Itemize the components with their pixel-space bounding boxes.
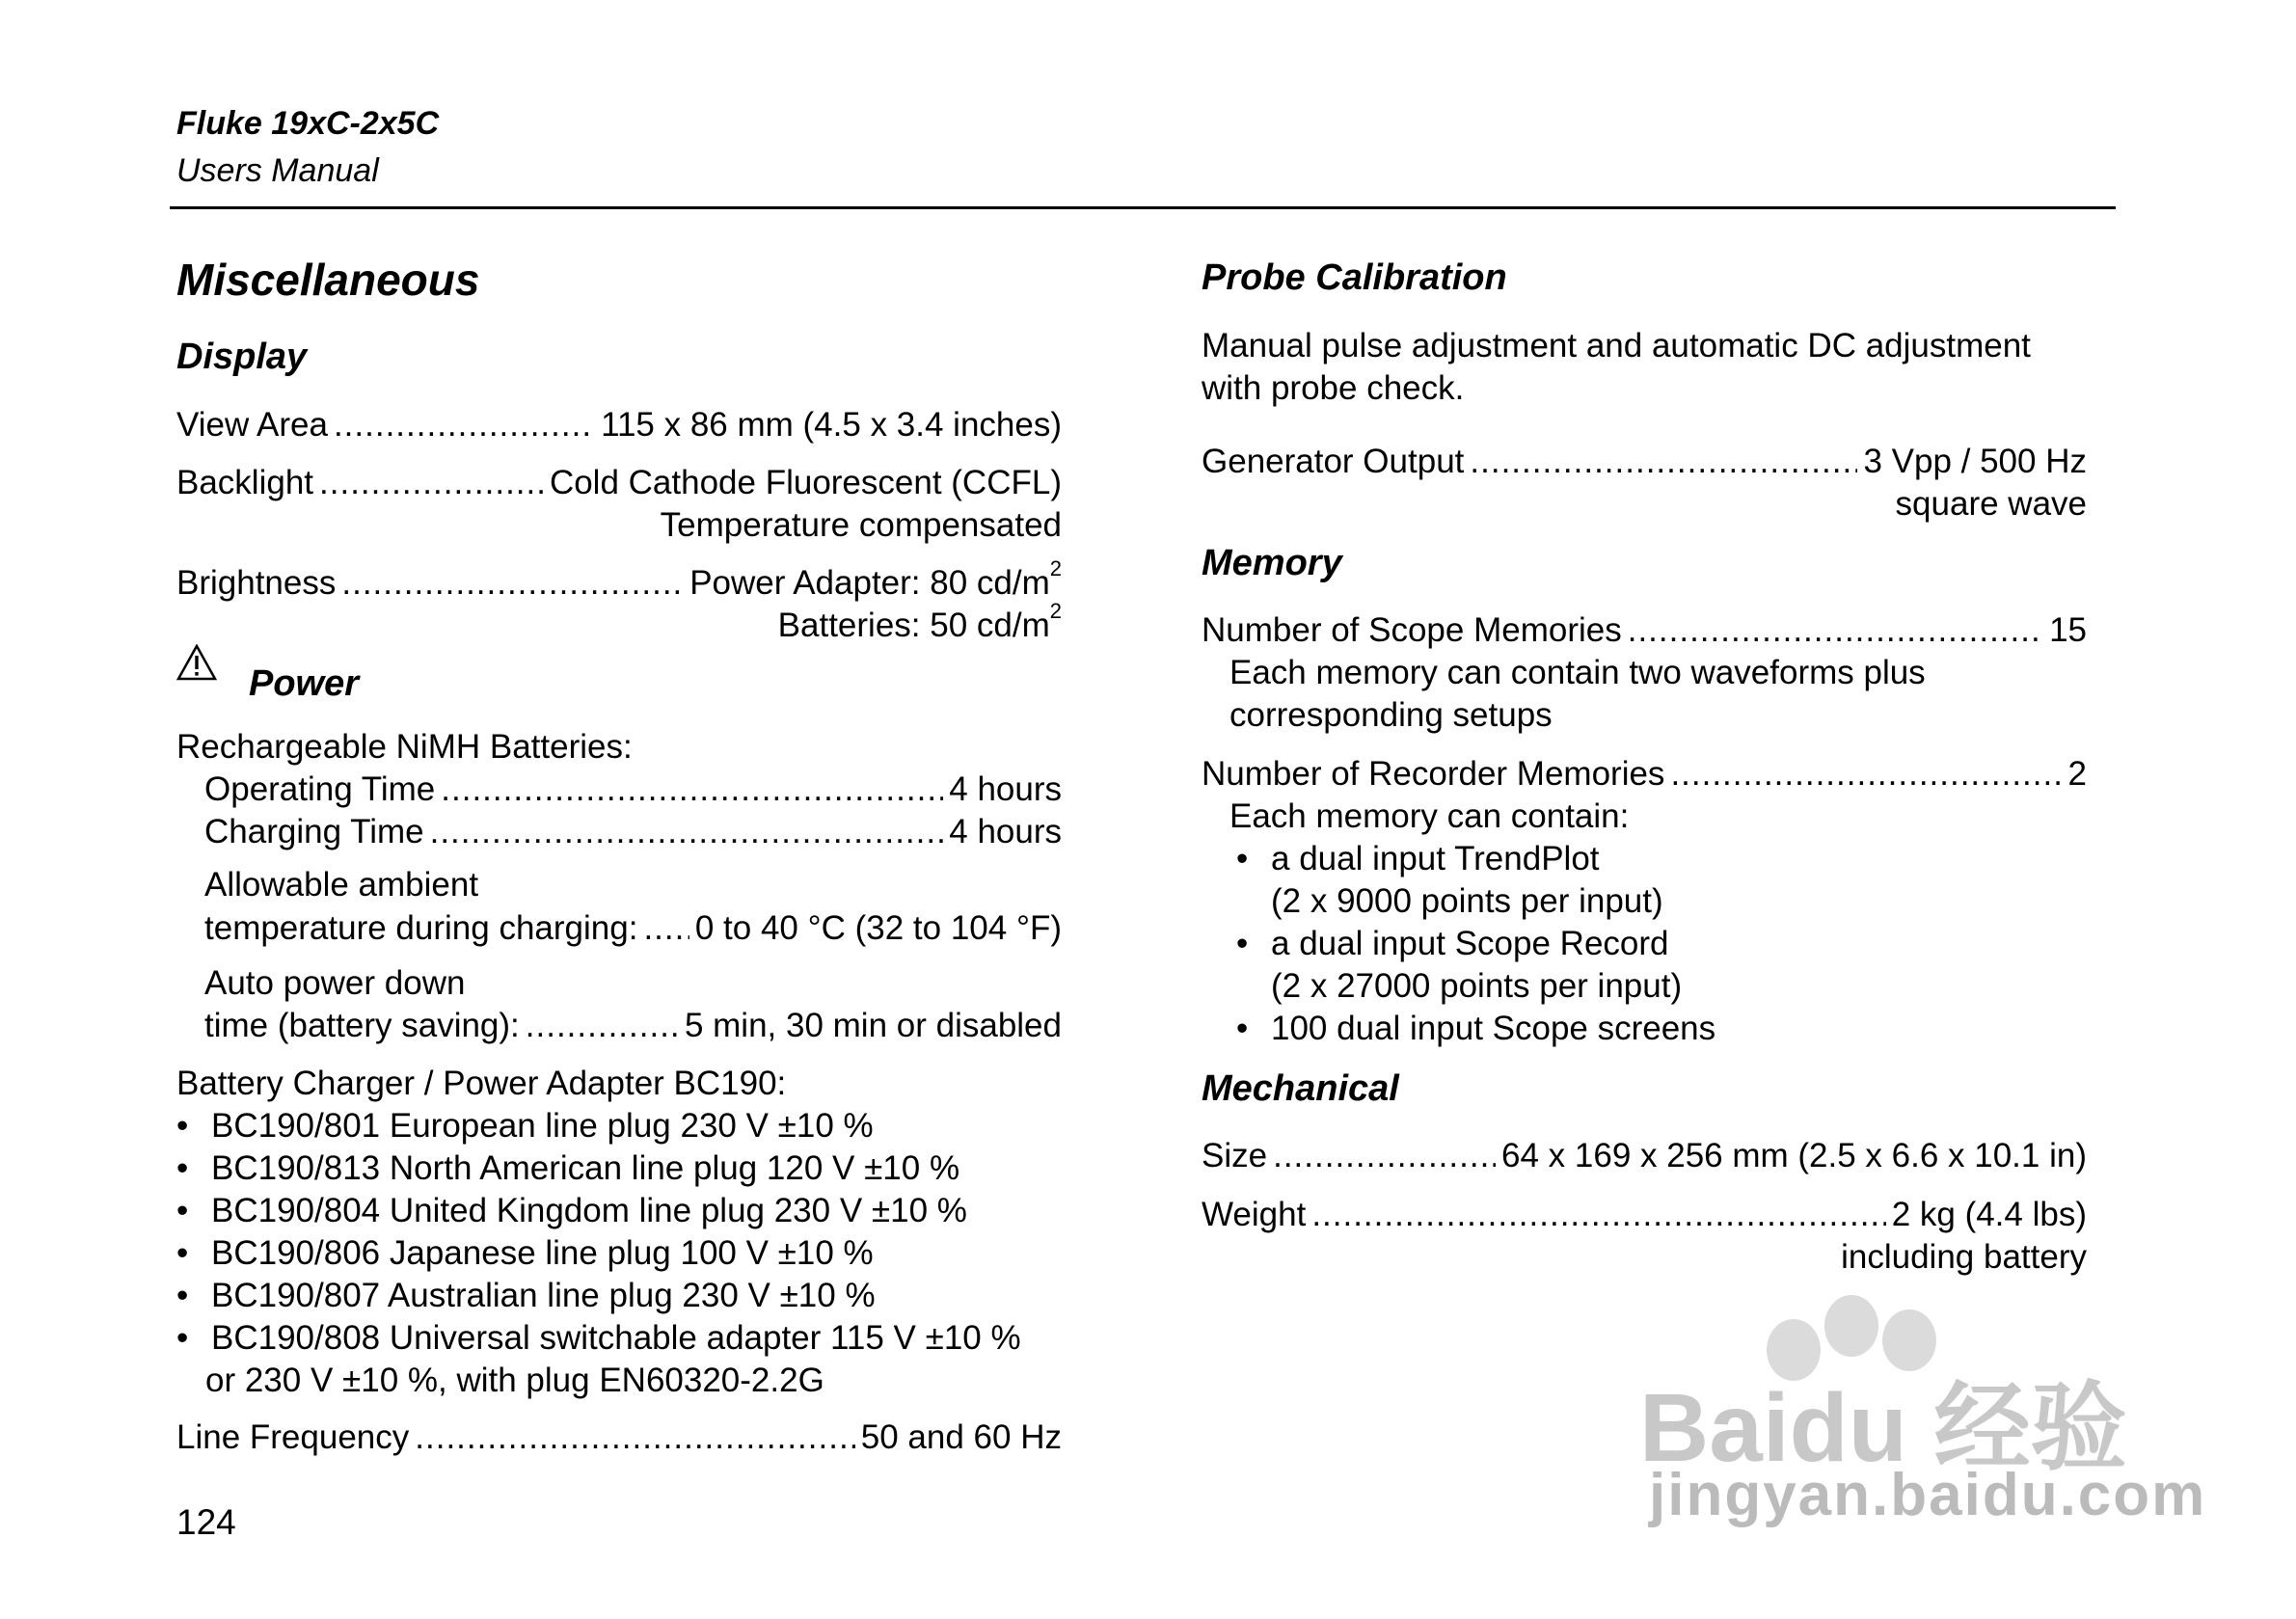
memory-bullet-detail: (2 x 27000 points per input) <box>1271 967 1683 1005</box>
generator-output-value: 3 Vpp / 500 Hz <box>1863 443 2087 480</box>
line-frequency-label: Line Frequency <box>176 1418 410 1456</box>
charger-bullet: • BC190/804 United Kingdom line plug 230 V ±10 % <box>176 1192 967 1229</box>
leader-dots <box>441 769 943 811</box>
weight-note: including battery <box>1841 1238 2087 1276</box>
baidu-logo-watermark: Baidu 经验 <box>1639 1374 2127 1482</box>
probe-desc-line2: with probe check. <box>1202 369 1465 407</box>
weight-label: Weight <box>1202 1196 1307 1233</box>
scope-memories-row <box>1202 609 2087 652</box>
recorder-memories-desc: Each memory can contain: <box>1229 797 1630 835</box>
memory-bullet-detail: (2 x 9000 points per input) <box>1271 882 1663 920</box>
autopower-label: time (battery saving): <box>204 1007 520 1044</box>
memory-heading: Memory <box>1202 543 1342 583</box>
batteries-label: Rechargeable NiMH Batteries: <box>176 728 633 766</box>
charger-label: Battery Charger / Power Adapter BC190: <box>176 1065 787 1102</box>
header-rule <box>170 206 2116 209</box>
generator-output-note: square wave <box>1895 485 2087 523</box>
mechanical-heading: Mechanical <box>1202 1068 1399 1109</box>
charging-time-label: Charging Time <box>204 813 424 850</box>
leader-dots <box>415 1417 855 1459</box>
backlight-label: Backlight <box>176 464 314 501</box>
leader-dots <box>1670 753 2062 796</box>
leader-dots <box>643 907 689 950</box>
view-area-value: 115 x 86 mm (4.5 x 3.4 inches) <box>601 406 1062 444</box>
view-area-row <box>176 404 1062 446</box>
leader-dots <box>334 404 595 446</box>
probe-calibration-heading: Probe Calibration <box>1202 257 1507 298</box>
charging-time-value: 4 hours <box>949 813 1062 850</box>
leader-dots <box>430 811 944 853</box>
warning-icon <box>176 644 217 681</box>
operating-time-value: 4 hours <box>949 770 1062 808</box>
display-heading: Display <box>176 337 308 377</box>
backlight-row <box>176 462 1062 504</box>
ambient-line1: Allowable ambient <box>204 866 479 904</box>
leader-dots <box>1628 609 2043 652</box>
probe-desc-line1: Manual pulse adjustment and automatic DC adjustment <box>1202 327 2031 364</box>
charger-bullet: • BC190/807 Australian line plug 230 V ±10 % <box>176 1277 876 1314</box>
scope-memories-desc2: corresponding setups <box>1229 696 1553 734</box>
autopower-value: 5 min, 30 min or disabled <box>684 1007 1062 1044</box>
scope-memories-desc1: Each memory can contain two waveforms plus <box>1229 654 1926 691</box>
ambient-label: temperature during charging: <box>204 909 638 947</box>
brightness-row <box>176 556 1062 605</box>
generator-output-row <box>1202 441 2087 483</box>
memory-bullet: • 100 dual input Scope screens <box>1236 1010 1716 1047</box>
leader-dots <box>1470 441 1857 483</box>
scope-memories-label: Number of Scope Memories <box>1202 611 1622 649</box>
size-value: 64 x 169 x 256 mm (2.5 x 6.6 x 10.1 in) <box>1501 1137 2087 1174</box>
recorder-memories-value: 2 <box>2067 755 2087 793</box>
view-area-label: View Area <box>176 406 328 444</box>
leader-dots <box>341 562 684 605</box>
operating-time-row <box>204 769 1062 811</box>
power-heading: Power <box>249 663 360 704</box>
charger-bullet-continuation: or 230 V ±10 %, with plug EN60320-2.2G <box>205 1362 824 1399</box>
section-title: Miscellaneous <box>176 255 480 305</box>
manual-subtitle: Users Manual <box>176 152 379 189</box>
leader-dots <box>319 462 544 504</box>
memory-bullet: • a dual input TrendPlot <box>1236 840 1600 877</box>
charger-bullet: • BC190/808 Universal switchable adapter 115 V ±10 % <box>176 1319 1021 1357</box>
charging-time-row <box>204 811 1062 853</box>
autopower-line1: Auto power down <box>204 964 466 1002</box>
recorder-memories-row <box>1202 753 2087 796</box>
brightness-label: Brightness <box>176 564 337 602</box>
charger-bullet: • BC190/813 North American line plug 120 V ±10 % <box>176 1149 960 1187</box>
manual-title: Fluke 19xC-2x5C <box>176 105 440 142</box>
page-number: 124 <box>176 1502 236 1542</box>
brightness-value-batteries: Batteries: 50 $cd/m^2$ <box>777 599 1062 644</box>
recorder-memories-label: Number of Recorder Memories <box>1202 755 1665 793</box>
size-row <box>1202 1135 2087 1177</box>
baidu-url-watermark: jingyan.baidu.com <box>1649 1462 2207 1528</box>
backlight-note: Temperature compensated <box>660 506 1062 544</box>
autopower-row <box>204 1005 1062 1047</box>
memory-bullet: • a dual input Scope Record <box>1236 925 1669 962</box>
ambient-value: 0 to 40 °C (32 to 104 °F) <box>694 909 1062 947</box>
ambient-row <box>204 907 1062 950</box>
weight-value: 2 kg (4.4 lbs) <box>1891 1196 2087 1233</box>
backlight-value: Cold Cathode Fluorescent (CCFL) <box>549 464 1062 501</box>
line-frequency-value: 50 and 60 Hz <box>860 1418 1062 1456</box>
charger-bullet: • BC190/806 Japanese line plug 100 V ±10 % <box>176 1234 874 1272</box>
leader-dots <box>1311 1194 1885 1236</box>
brightness-value: Power Adapter: 80 $cd/m^2$ <box>689 556 1062 602</box>
operating-time-label: Operating Time <box>204 770 436 808</box>
leader-dots <box>526 1005 679 1047</box>
generator-output-label: Generator Output <box>1202 443 1465 480</box>
line-frequency-row <box>176 1417 1062 1459</box>
leader-dots <box>1273 1135 1496 1177</box>
weight-row <box>1202 1194 2087 1236</box>
size-label: Size <box>1202 1137 1268 1174</box>
scope-memories-value: 15 <box>2049 611 2087 649</box>
charger-bullet: • BC190/801 European line plug 230 V ±10 % <box>176 1107 874 1145</box>
